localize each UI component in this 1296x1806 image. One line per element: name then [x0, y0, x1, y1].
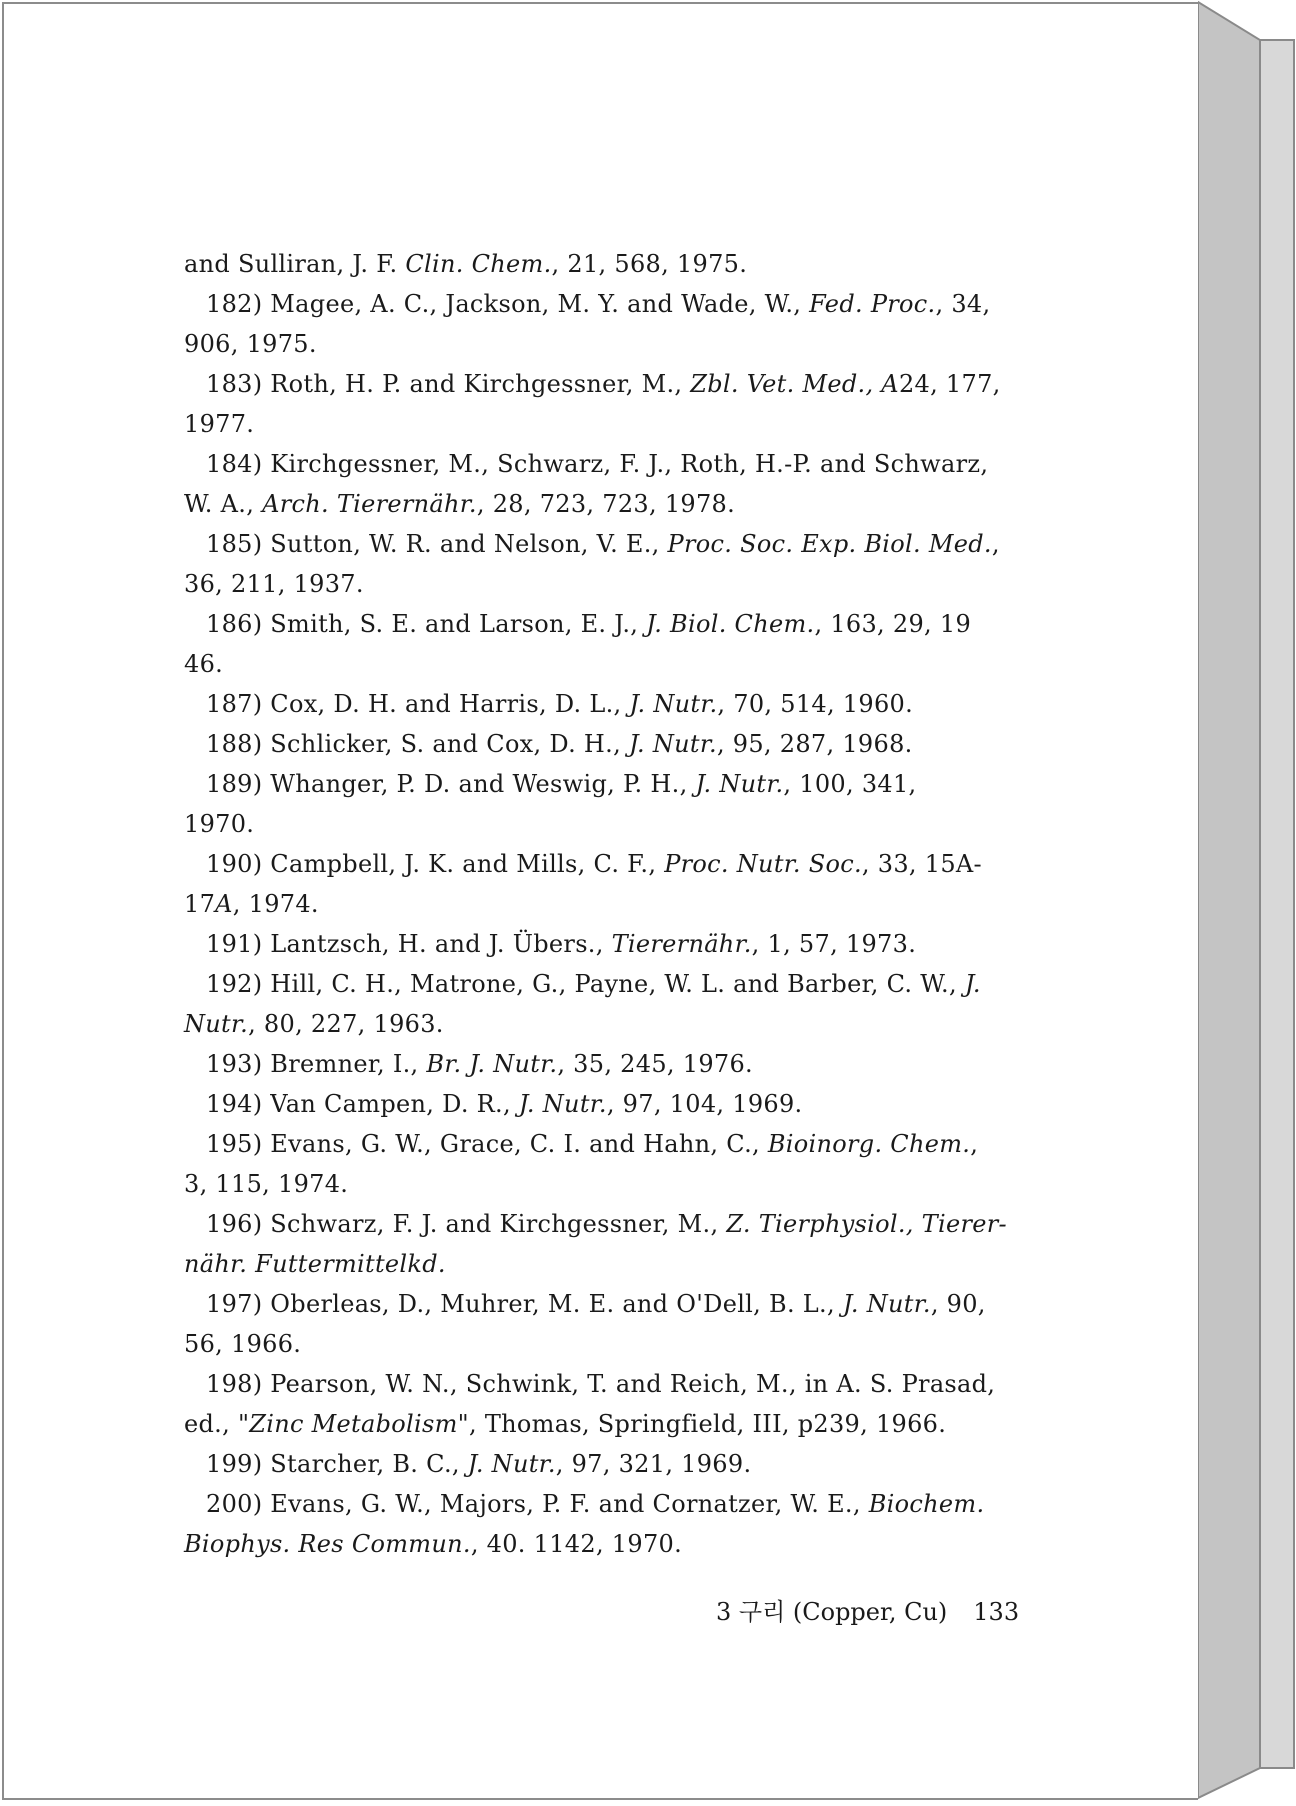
reference-journal: Arch. Tierernähr.	[262, 490, 477, 518]
reference-journal: Fed. Proc.	[809, 290, 936, 318]
reference-line	[172, 1244, 1040, 1284]
reference-text: 56, 1966.	[184, 1330, 302, 1358]
reference-journal: nähr. Futtermittelkd.	[184, 1250, 446, 1278]
reference-text: 1970.	[184, 810, 255, 838]
reference-details: , 1, 57, 1973.	[751, 930, 917, 958]
reference-details: ,	[991, 530, 1000, 558]
reference-details: , Thomas, Springfield, III, p239, 1966.	[468, 1410, 947, 1438]
page-footer	[716, 1592, 1046, 1632]
reference-text: 195) Evans, G. W., Grace, C. I. and Hahn, C.,	[206, 1130, 768, 1158]
reference-line	[172, 1444, 1040, 1484]
reference-text: 188) Schlicker, S. and Cox, D. H.,	[206, 730, 629, 758]
reference-journal: Zbl. Vet. Med., A	[690, 370, 899, 398]
reference-text: 183) Roth, H. P. and Kirchgessner, M.,	[206, 370, 691, 398]
reference-journal: Tierernähr.	[611, 930, 752, 958]
reference-text: 184) Kirchgessner, M., Schwarz, F. J., Roth, H.-P. and Schwarz,	[206, 450, 989, 478]
reference-journal: J.	[964, 970, 981, 998]
reference-line	[172, 404, 1040, 444]
page-number: 133	[973, 1598, 1020, 1626]
reference-details: , 40. 1142, 1970.	[470, 1530, 683, 1558]
reference-line	[172, 1524, 1040, 1564]
reference-line	[172, 1404, 1040, 1444]
reference-text: ed.,	[184, 1410, 238, 1438]
reference-text: 46.	[184, 650, 224, 678]
reference-text: 198) Pearson, W. N., Schwink, T. and Reich, M., in A. S. Prasad,	[206, 1370, 996, 1398]
reference-text: 3, 115, 1974.	[184, 1170, 349, 1198]
reference-text: 199) Starcher, B. C.,	[206, 1450, 468, 1478]
reference-line	[172, 564, 1040, 604]
reference-details: , 90,	[930, 1290, 986, 1318]
reference-line	[172, 844, 1040, 884]
reference-line	[172, 1364, 1040, 1404]
reference-line	[172, 1044, 1040, 1084]
reference-line	[172, 364, 1040, 404]
reference-details: , 33, 15A-	[861, 850, 982, 878]
reference-line	[172, 604, 1040, 644]
reference-journal: J. Biol. Chem.	[646, 610, 815, 638]
reference-line	[172, 804, 1040, 844]
reference-details: , 35, 245, 1976.	[557, 1050, 753, 1078]
reference-text: 191) Lantzsch, H. and J. Übers.,	[206, 930, 612, 958]
reference-details: , 1974.	[232, 890, 319, 918]
reference-line	[172, 1204, 1040, 1244]
reference-journal: Biophys. Res Commun.	[184, 1530, 471, 1558]
reference-text: 194) Van Campen, D. R.,	[206, 1090, 519, 1118]
reference-line	[172, 1164, 1040, 1204]
reference-text: 192) Hill, C. H., Matrone, G., Payne, W. L. and Barber, C. W.,	[206, 970, 965, 998]
reference-line	[172, 1284, 1040, 1324]
reference-line	[172, 764, 1040, 804]
reference-details: ,	[970, 1130, 979, 1158]
reference-details: , 21, 568, 1975.	[551, 250, 748, 278]
reference-journal: A	[215, 890, 233, 918]
reference-journal: J. Nutr.	[518, 1090, 607, 1118]
reference-journal: Biochem.	[868, 1490, 985, 1518]
reference-details: , 97, 321, 1969.	[555, 1450, 752, 1478]
reference-details: , 70, 514, 1960.	[717, 690, 914, 718]
reference-line	[172, 284, 1040, 324]
reference-line	[172, 924, 1040, 964]
reference-line	[172, 324, 1040, 364]
reference-text: and Sulliran, J. F.	[184, 250, 406, 278]
reference-text: 36, 211, 1937.	[184, 570, 364, 598]
reference-journal: Br. J. Nutr.	[426, 1050, 558, 1078]
reference-journal: J. Nutr.	[695, 770, 784, 798]
reference-line	[172, 1084, 1040, 1124]
reference-line	[172, 884, 1040, 924]
reference-text: 196) Schwarz, F. J. and Kirchgessner, M.,	[206, 1210, 727, 1238]
reference-line	[172, 484, 1040, 524]
reference-details: , 28, 723, 723, 1978.	[476, 490, 736, 518]
reference-text: 197) Oberleas, D., Muhrer, M. E. and O'Dell, B. L.,	[206, 1290, 843, 1318]
reference-line	[172, 1484, 1040, 1524]
reference-line	[172, 1324, 1040, 1364]
reference-journal: J. Nutr.	[842, 1290, 931, 1318]
reference-text: 186) Smith, S. E. and Larson, E. J.,	[206, 610, 647, 638]
reference-line	[172, 644, 1040, 684]
reference-line	[172, 964, 1040, 1004]
reference-line	[172, 684, 1040, 724]
reference-text: 189) Whanger, P. D. and Weswig, P. H.,	[206, 770, 696, 798]
reference-journal: J. Nutr.	[628, 730, 717, 758]
reference-journal: J. Nutr.	[629, 690, 718, 718]
reference-line	[172, 524, 1040, 564]
reference-journal: "Zinc Metabolism"	[237, 1410, 469, 1438]
reference-details: , 80, 227, 1963.	[248, 1010, 444, 1038]
document-page	[2, 2, 1200, 1800]
page-edge-shadow	[1198, 0, 1296, 1806]
reference-journal: Bioinorg. Chem.	[767, 1130, 971, 1158]
reference-text: 182) Magee, A. C., Jackson, M. Y. and Wade, W.,	[206, 290, 810, 318]
reference-details: , 163, 29, 19	[814, 610, 972, 638]
reference-text: 200) Evans, G. W., Majors, P. F. and Cornatzer, W. E.,	[206, 1490, 869, 1518]
reference-line	[172, 244, 1040, 284]
reference-journal: J. Nutr.	[467, 1450, 556, 1478]
chapter-title: 3 구리 (Copper, Cu)	[716, 1598, 948, 1626]
reference-text: 187) Cox, D. H. and Harris, D. L.,	[206, 690, 630, 718]
reference-journal: Z. Tierphysiol., Tierer-	[726, 1210, 1007, 1238]
reference-text: 190) Campbell, J. K. and Mills, C. F.,	[206, 850, 665, 878]
reference-journal: Proc. Nutr. Soc.	[664, 850, 862, 878]
reference-line	[172, 1124, 1040, 1164]
reference-line	[172, 724, 1040, 764]
reference-text: 193) Bremner, I.,	[206, 1050, 427, 1078]
reference-details: , 100, 341,	[783, 770, 917, 798]
reference-journal: Proc. Soc. Exp. Biol. Med.	[667, 530, 992, 558]
reference-details: , 95, 287, 1968.	[716, 730, 913, 758]
reference-journal: Nutr.	[184, 1010, 249, 1038]
reference-text: 185) Sutton, W. R. and Nelson, V. E.,	[206, 530, 668, 558]
reference-details: , 97, 104, 1969.	[606, 1090, 803, 1118]
reference-list	[172, 244, 1040, 1564]
reference-text: 906, 1975.	[184, 330, 317, 358]
reference-details: , 34,	[935, 290, 991, 318]
reference-details: 24, 177,	[898, 370, 1001, 398]
reference-text: 17	[184, 890, 216, 918]
reference-line	[172, 1004, 1040, 1044]
reference-text: 1977.	[184, 410, 255, 438]
reference-journal: Clin. Chem.	[405, 250, 552, 278]
reference-line	[172, 444, 1040, 484]
reference-text: W. A.,	[184, 490, 263, 518]
